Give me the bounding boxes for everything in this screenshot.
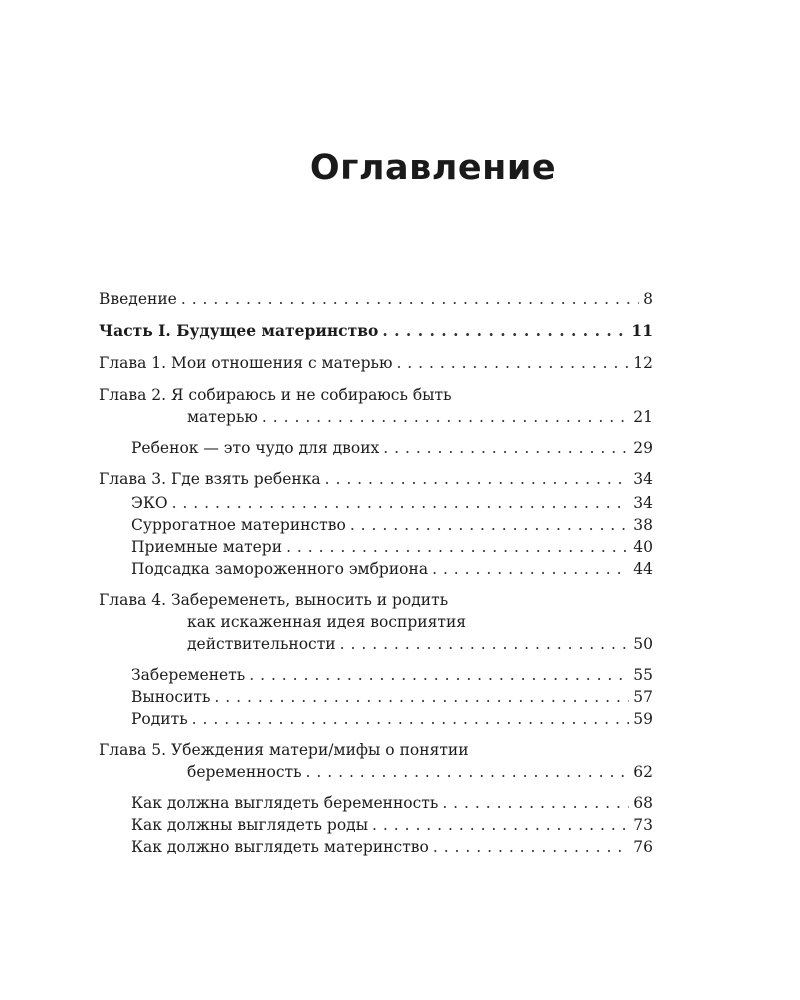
toc-entry-chapter-4-line-2: как искаженная идея восприятия <box>187 613 467 631</box>
dot-leader <box>340 633 630 655</box>
dot-leader <box>442 792 629 814</box>
dot-leader <box>214 686 629 708</box>
toc-page-number: 50 <box>633 635 653 653</box>
dot-leader <box>181 288 639 310</box>
dot-leader <box>396 352 629 374</box>
toc-entry-introduction <box>99 288 653 310</box>
toc-entry-chapter-3 <box>99 468 653 490</box>
toc-entry-section <box>99 514 653 536</box>
toc-entry-label: Родить <box>131 710 188 728</box>
toc-page-number: 62 <box>633 763 653 781</box>
toc-entry-section <box>99 492 653 514</box>
toc-entry-label: матерью <box>187 408 258 426</box>
toc-entry-section <box>99 836 653 858</box>
toc-entry-label: Глава 3. Где взять ребенка <box>99 470 321 488</box>
dot-leader <box>172 492 630 514</box>
toc-entry-section <box>99 558 653 580</box>
toc-page-number: 76 <box>633 838 653 856</box>
dot-leader <box>433 836 629 858</box>
toc-page-number: 40 <box>633 538 653 556</box>
dot-leader <box>350 514 629 536</box>
toc-page-number: 8 <box>643 290 653 308</box>
toc-entry-label: Выносить <box>131 688 211 706</box>
toc-entry-section <box>99 437 653 459</box>
toc-entry-label: действительности <box>187 635 336 653</box>
dot-leader <box>372 814 629 836</box>
toc-entry-label: Часть I. Будущее материнство <box>99 321 379 340</box>
toc-entry-chapter-4-line-1: Глава 4. Забеременеть, выносить и родить <box>99 591 449 609</box>
dot-leader <box>249 664 629 686</box>
toc-page-number: 38 <box>633 516 653 534</box>
toc-entry-label: беременность <box>187 763 302 781</box>
toc-entry-chapter-1 <box>99 352 653 374</box>
toc-entry-label: Приемные матери <box>131 538 283 556</box>
table-of-contents <box>99 288 653 858</box>
toc-page-number: 34 <box>633 494 653 512</box>
toc-page-number: 21 <box>633 408 653 426</box>
dot-leader <box>432 558 629 580</box>
toc-entry-label: Подсадка замороженного эмбриона <box>131 560 429 578</box>
toc-entry-label: Как должны выглядеть роды <box>131 816 369 834</box>
toc-page-number: 11 <box>631 321 653 340</box>
toc-entry-section <box>99 814 653 836</box>
toc-page-number: 34 <box>633 470 653 488</box>
toc-entry-label: Как должна выглядеть беременность <box>131 794 439 812</box>
page-title: Оглавление <box>309 148 557 188</box>
dot-leader <box>306 761 630 783</box>
toc-entry-section <box>99 686 653 708</box>
toc-entry-section <box>99 792 653 814</box>
toc-entry-section <box>99 536 653 558</box>
toc-page-number: 59 <box>633 710 653 728</box>
toc-entry-chapter-4 <box>99 633 653 655</box>
dot-leader <box>286 536 629 558</box>
toc-entry-section <box>99 664 653 686</box>
dot-leader <box>382 320 627 342</box>
toc-entry-label: Как должно выглядеть материнство <box>131 838 429 856</box>
toc-entry-chapter-5-line-1: Глава 5. Убеждения матери/мифы о понятии <box>99 741 469 759</box>
toc-page-number: 57 <box>633 688 653 706</box>
dot-leader <box>383 437 629 459</box>
toc-entry-chapter-2 <box>99 406 653 428</box>
dot-leader <box>192 708 630 730</box>
toc-entry-label: Введение <box>99 290 177 308</box>
toc-entry-section <box>99 708 653 730</box>
dot-leader <box>325 468 630 490</box>
toc-entry-part-1 <box>99 320 653 342</box>
toc-page-number: 68 <box>633 794 653 812</box>
dot-leader <box>262 406 629 428</box>
toc-entry-label: Ребенок — это чудо для двоих <box>131 439 380 457</box>
toc-entry-chapter-2-line-1: Глава 2. Я собираюсь и не собираюсь быть <box>99 386 452 404</box>
toc-entry-chapter-5 <box>99 761 653 783</box>
toc-page-number: 55 <box>633 666 653 684</box>
toc-entry-label: ЭКО <box>131 494 168 512</box>
toc-entry-label: Суррогатное материнство <box>131 516 346 534</box>
toc-entry-label: Глава 1. Мои отношения с матерью <box>99 354 393 372</box>
toc-entry-label: Забеременеть <box>131 666 246 684</box>
toc-page-number: 12 <box>633 354 653 372</box>
toc-page-number: 73 <box>633 816 653 834</box>
toc-page-number: 29 <box>633 439 653 457</box>
toc-page-number: 44 <box>633 560 653 578</box>
